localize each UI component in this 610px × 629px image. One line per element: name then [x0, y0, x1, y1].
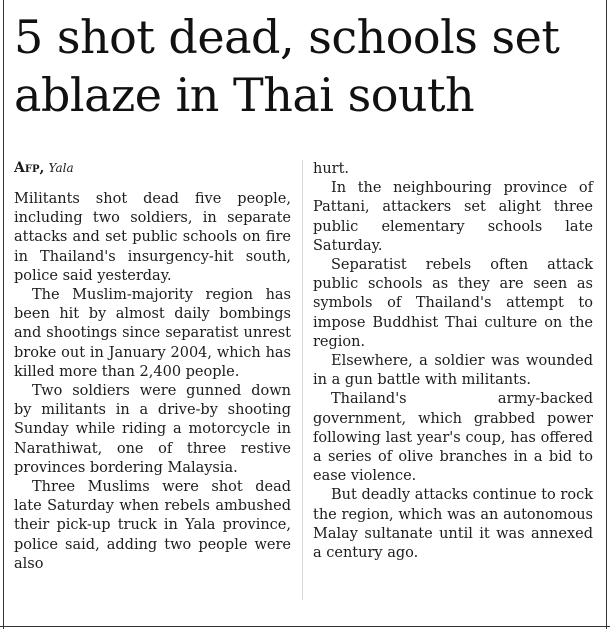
paragraph: Separatist rebels often attack public schools as they are seen as symbols of Thailand's attempt to impose Buddhist Thai culture on the region.	[313, 257, 593, 350]
paragraph: But deadly attacks continue to rock the region, which was an autonomous Malay sultanate until it was annexed a century ago.	[313, 487, 593, 562]
paragraph-continuation: hurt.	[313, 161, 350, 177]
right-column	[313, 160, 593, 563]
paragraph: Militants shot dead five people, including two soldiers, in separate attacks and set public schools on fire in Thailand's insurgency-hit south, police said yesterday.	[14, 191, 291, 284]
byline-agency: Afp,	[14, 160, 45, 176]
paragraph: Three Muslims were shot dead late Saturday when rebels ambushed their pick-up truck in Yala province, police said, adding two people were also	[14, 479, 291, 572]
left-border-rule	[3, 0, 4, 629]
byline-location: Yala	[48, 161, 74, 175]
left-column	[14, 190, 291, 574]
right-border-rule	[606, 0, 607, 629]
paragraph: Two soldiers were gunned down by militants in a drive-by shooting Sunday while riding a motorcycle in Narathiwat, one of three restive provinces bordering Malaysia.	[14, 383, 291, 476]
paragraph: The Muslim-majority region has been hit by almost daily bombings and shootings since separatist unrest broke out in January 2004, which has killed more than 2,400 people.	[14, 287, 291, 380]
byline	[14, 160, 74, 177]
bottom-border-rule	[0, 626, 610, 627]
paragraph: Thailand's army-backed government, which grabbed power following last year's coup, has offered a series of olive branches in a bid to ease violence.	[313, 391, 593, 485]
headline: 5 shot dead, schools set ablaze in Thai south	[14, 10, 560, 122]
paragraph: In the neighbouring province of Pattani, attackers set alight three public elementary schools late Saturday.	[313, 180, 593, 254]
column-gutter	[302, 160, 303, 600]
paragraph: Elsewhere, a soldier was wounded in a gun battle with militants.	[313, 353, 593, 389]
